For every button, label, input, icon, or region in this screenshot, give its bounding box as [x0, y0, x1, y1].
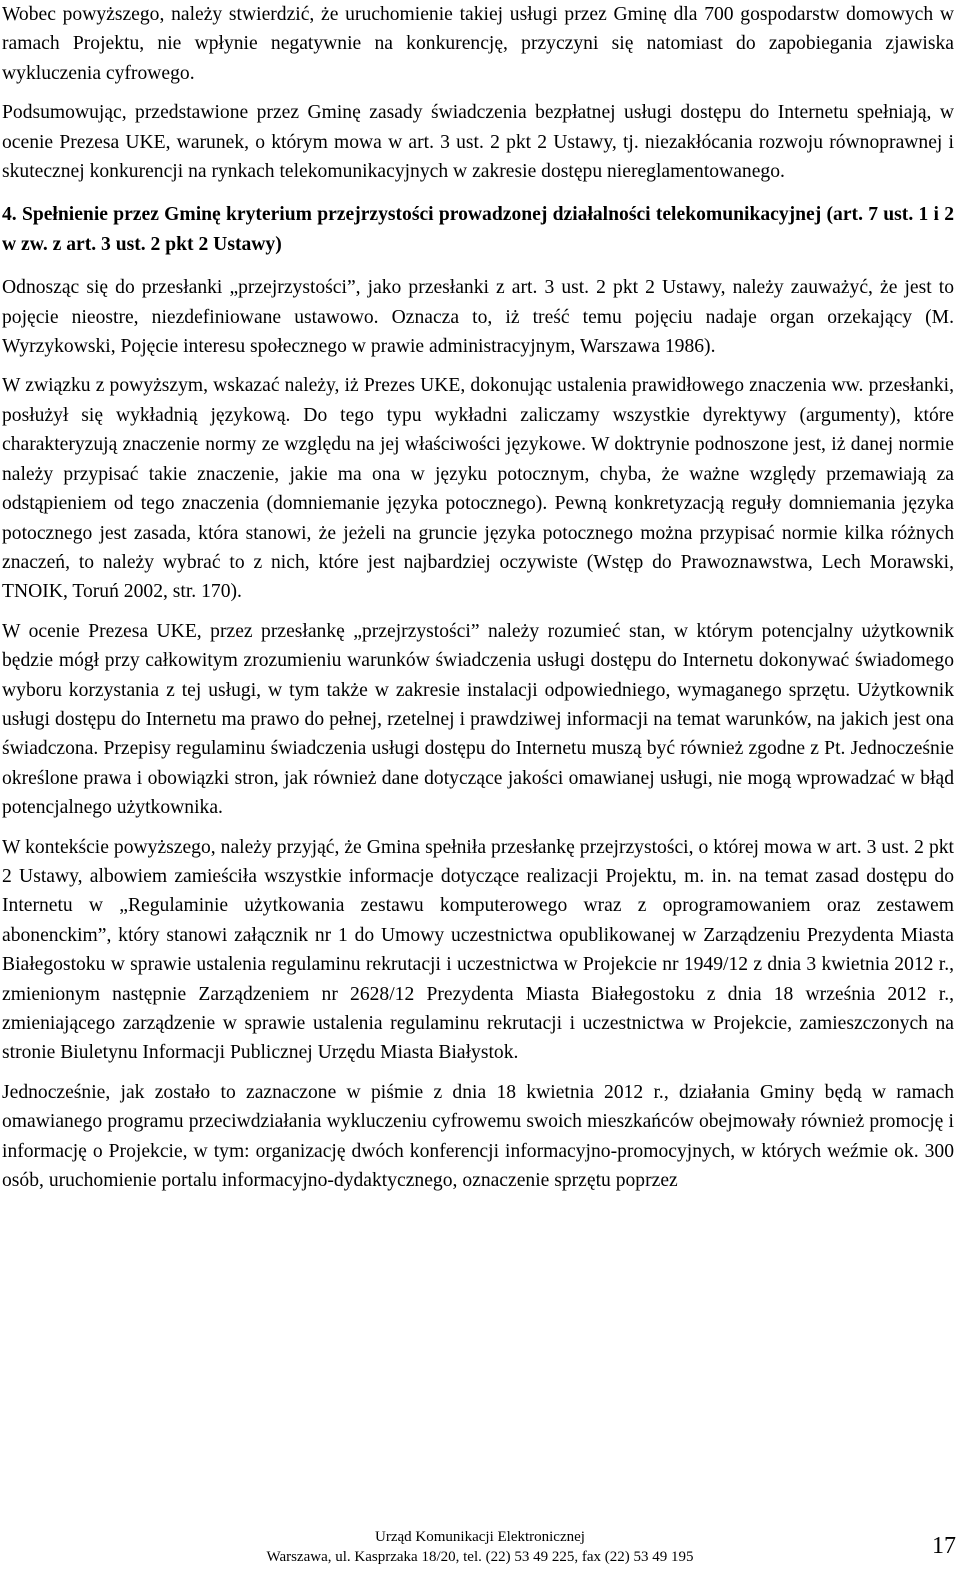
paragraph-4: W związku z powyższym, wskazać należy, iż Prezes UKE, dokonując ustalenia prawidłowego znaczenia ww. przesłanki, posłużył się wykładnią językową. Do tego typu wykładni zaliczamy wszystkie dyrektywy (argumenty), które charakteryzują znaczenie normy ze względu na jej właściwości językowe. W doktrynie podnoszone jest, iż danej normie należy przypisać takie znaczenie, jakie ma ona w języku potocznym, chyba, że ważne względy przemawiają za odstąpieniem od tego znaczenia (domniemanie języka potocznego). Pewną konkretyzacją reguły domniemania języka potocznego jest zasada, która stanowi, że jeżeli na gruncie języka potocznego można przypisać normie kilka różnych znaczeń, to należy wybrać to z nich, które jest najbardziej oczywiste (Wstęp do Prawoznawstwa, Lech Morawski, TNOIK, Toruń 2002, str. 170).	[2, 375, 954, 603]
paragraph-2: Podsumowując, przedstawione przez Gminę zasady świadczenia bezpłatnej usługi dostępu do Internetu spełniają, w ocenie Prezesa UKE, warunek, o którym mowa w art. 3 ust. 2 pkt 2 Ustawy, tj. niezakłócania rozwoju równoprawnej i skutecznej konkurencji na rynkach telekomunikacyjnych w zakresie dostępu niereglamentowanego.	[2, 102, 954, 183]
paragraph-5: W ocenie Prezesa UKE, przez przesłankę „przejrzystości” należy rozumieć stan, w którym potencjalny użytkownik będzie mógł przy całkowitym zrozumieniu warunków świadczenia usługi dostępu do Internetu dokonywać świadomego wyboru korzystania z tej usługi, w tym także w zakresie instalacji odpowiedniego, wymaganego sprzętu. Użytkownik usługi dostępu do Internetu ma prawo do pełnej, rzetelnej i prawdziwej informacji na temat warunków, na jakich jest ona świadczona. Przepisy regulaminu świadczenia usługi dostępu do Internetu muszą być również zgodne z Pt. Jednocześnie określone prawa i obowiązki stron, jak również dane dotyczące jakości omawianej usługi, nie mogą wprowadzać w błąd potencjalnego użytkownika.	[2, 620, 954, 819]
page-number: 17	[932, 1533, 956, 1559]
section-heading: 4. Spełnienie przez Gminę kryterium przejrzystości prowadzonej działalności telekomunikacyjnej (art. 7 ust. 1 i 2 w zw. z art. 3 ust. 2 pkt 2 Ustawy)	[2, 204, 954, 255]
document-body	[2, 0, 954, 1195]
footer-organization: Urząd Komunikacji Elektronicznej	[375, 1529, 585, 1545]
footer-address: Warszawa, ul. Kasprzaka 18/20, tel. (22) 53 49 225, fax (22) 53 49 195	[266, 1549, 694, 1565]
page-footer	[0, 1528, 960, 1570]
paragraph-1: Wobec powyższego, należy stwierdzić, że uruchomienie takiej usługi przez Gminę dla 700 gospodarstw domowych w ramach Projektu, nie wpłynie negatywnie na konkurencję, przyczyni się natomiast do zapobiegania zjawiska wykluczenia cyfrowego.	[2, 4, 954, 84]
paragraph-7: Jednocześnie, jak zostało to zaznaczone w piśmie z dnia 18 kwietnia 2012 r., działania Gminy będą w ramach omawianego programu przeciwdziałania wykluczeniu cyfrowemu swoich mieszkańców obejmowały również promocję i informację o Projekcie, w tym: organizację dwóch konferencji informacyjno-promocyjnych, w których weźmie ok. 300 osób, uruchomienie portalu informacyjno-dydaktycznego, oznaczenie sprzętu poprzez	[2, 1081, 954, 1192]
paragraph-3: Odnosząc się do przesłanki „przejrzystości”, jako przesłanki z art. 3 ust. 2 pkt 2 Ustawy, należy zauważyć, że jest to pojęcie nieostre, niezdefiniowane ustawowo. Oznacza to, iż treść temu pojęciu nadaje organ orzekający (M. Wyrzykowski, Pojęcie interesu społecznego w prawie administracyjnym, Warszawa 1986).	[2, 277, 954, 358]
paragraph-6: W kontekście powyższego, należy przyjąć, że Gmina spełniła przesłankę przejrzystości, o której mowa w art. 3 ust. 2 pkt 2 Ustawy, albowiem zamieściła wszystkie informacje dotyczące realizacji Projektu, m. in. na temat zasad dostępu do Internetu w „Regulaminie użytkowania zestawu komputerowego wraz z oprogramowaniem oraz zestawem abonenckim”, który stanowi załącznik nr 1 do Umowy uczestnictwa opublikowanej w Zarządzeniu Prezydenta Miasta Białegostoku w sprawie ustalenia regulaminu rekrutacji i uczestnictwa w Projekcie nr 1949/12 z dnia 3 kwietnia 2012 r., zmienionym następnie Zarządzeniem nr 2628/12 Prezydenta Miasta Białegostoku z dnia 18 września 2012 r., zmieniającego zarządzenie w sprawie ustalenia regulaminu rekrutacji i uczestnictwa w Projekcie, zamieszczonych na stronie Biuletynu Informacji Publicznej Urzędu Miasta Białystok.	[2, 836, 954, 1064]
